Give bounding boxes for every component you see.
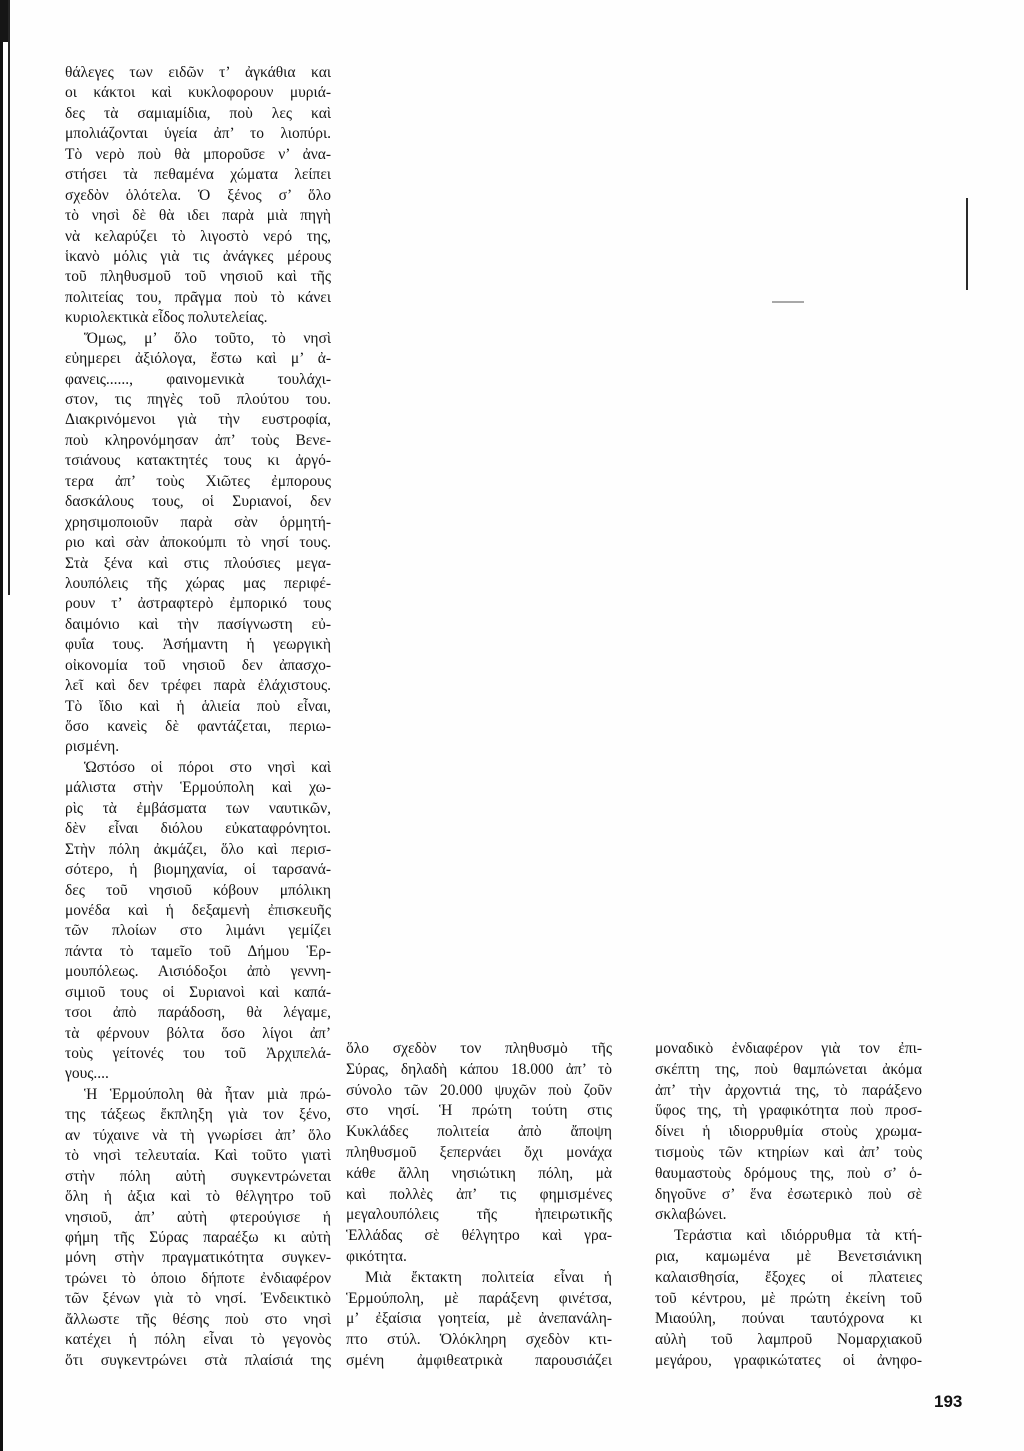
text-line: λουπόλεις τῆς χώρας μας περιφέ- (65, 574, 331, 592)
text-line: μονέδα καὶ ἡ δεξαμενὴ ἐπισκευῆς (65, 901, 331, 919)
text-line: δασκάλους τους, οἱ Συριανοί, δεν (65, 493, 331, 511)
text-line: Στὰ ξένα καὶ στις πλούσιες μεγα- (65, 554, 331, 572)
text-line: μεγαλουπόλεις τῆς ἠπειρωτικῆς (346, 1206, 612, 1224)
text-line: στον, τις πηγὲς τοῦ πλούτου του. (65, 391, 331, 408)
text-line: Ὡστόσο οἱ πόροι στο νησὶ καὶ (84, 758, 331, 776)
text-line: Μιαούλη, πούναι ταυτόχρονα κι (655, 1310, 922, 1328)
text-line: τσοι ἀπὸ παράδοση, θὰ λέγαμε, (65, 1004, 331, 1022)
text-line: λεῖ καὶ δεν τρέφει παρὰ ἐλάχιστους. (65, 677, 331, 695)
text-line: ἄλλωστε τῆς θέσης ποὺ στο νησὶ (65, 1310, 331, 1328)
text-line: φυΐα τους. Ἀσήμαντη ἡ γεωργικὴ (65, 636, 331, 654)
paragraph (65, 63, 331, 329)
text-line: ριο καὶ σὰν ἀποκούμπι τὸ νησί τους. (65, 534, 331, 552)
text-line: τερα ἀπ’ τοὺς Χιῶτες ἐμπορους (65, 472, 331, 490)
text-line: μπολιάζονται ὑγεία ἀπ’ το λιοπύρι. (65, 125, 331, 143)
paragraph (346, 1039, 612, 1268)
text-line: τὰ φέρνουν βόλτα ὅσο λίγοι ἀπ’ (65, 1024, 331, 1042)
text-line: Ἡ Ἑρμούπολη θὰ ἦταν μιὰ πρώ- (84, 1085, 331, 1103)
text-line: στὴν πόλη αὐτὴ συγκεντρώνεται (65, 1167, 331, 1185)
text-line: αν τύχαινε νὰ τὴ γνωρίσει ἀπ’ ὅλο (65, 1126, 331, 1144)
text-line: οι κάκτοι καὶ κυκλοφορουν μυριά- (65, 84, 331, 102)
text-line: ρὶς τὰ ἐμβάσματα των ναυτικῶν, (65, 799, 331, 817)
text-line: φικότητα. (346, 1247, 407, 1265)
text-line: δες τὰ σαμιαμίδια, ποὺ λες καὶ (65, 104, 331, 122)
text-line: ὅτι συγκεντρώνει στὰ πλαίσιά της (65, 1351, 331, 1369)
text-line: στο νησί. Ἡ πρώτη τούτη στις (346, 1102, 612, 1120)
text-line: σμένη ἀμφιθεατρικὰ παρουσιάζει (346, 1351, 612, 1369)
text-line: τὸ νησὶ δὲ θὰ ιδει παρὰ μιὰ πηγὴ (65, 207, 331, 225)
text-line: τοῦ πληθυσμοῦ τοῦ νησιοῦ καὶ τῆς (65, 268, 331, 286)
scan-artifact-line (966, 198, 968, 290)
page-number: 193 (934, 1392, 963, 1411)
text-line: τοὺς γείτονές του τοῦ Ἀρχιπελά- (65, 1045, 331, 1062)
text-line: σκέπτη της, ποὺ θαμπώνεται ἀκόμα (655, 1060, 922, 1078)
paragraph (655, 1039, 922, 1226)
text-line: ρια, καμωμένα μὲ Βενετσιάνικη (655, 1247, 922, 1265)
text-line: τισμοὺς τῶν κτηρίων καὶ ἀπ’ τοὺς (655, 1143, 922, 1161)
text-line: κατέχει ἡ πόλη εἶναι τὸ γεγονὸς (65, 1331, 331, 1349)
text-line: μάλιστα στὴν Ἑρμούπολη καὶ χω- (65, 779, 331, 797)
text-line: φήμη τῆς Σύρας παραέξω κι αὐτὴ (65, 1228, 331, 1246)
text-line: μόνη στὴν πραγματικότητα συγκεν- (65, 1249, 331, 1267)
text-column-1 (65, 63, 331, 1371)
text-line: μοναδικὸ ἐνδιαφέρον γιὰ τον ἐπι- (655, 1040, 922, 1057)
text-line: τσιάνους κατακτητές τους κι ἀργό- (65, 452, 331, 470)
text-line: ρισμένη. (65, 738, 120, 756)
text-line: ὅσο κανεὶς δὲ φαντάζεται, περιω- (65, 718, 331, 735)
text-line: θαυμαστοὺς δρόμους της, ποὺ σ’ ὁ- (655, 1164, 922, 1182)
text-line: σκλαβώνει. (655, 1206, 727, 1224)
text-line: θάλεγες των ειδῶν τ’ ἀγκάθια και (65, 64, 331, 81)
text-line: Ἑρμούπολη, μὲ παράξενη φινέτσα, (346, 1289, 612, 1307)
text-line: σότερο, ἡ βιομηχανία, οἱ ταρσανά- (65, 861, 331, 879)
paragraph (346, 1268, 612, 1372)
text-line: πτο στύλ. Ὁλόκληρη σχεδὸν κτι- (346, 1331, 612, 1349)
text-line: πληθυσμοῦ ξεπερνάει ὄχι μονάχα (346, 1143, 612, 1161)
text-line: ἀπ’ τὴν ἀρχοντιά της, τὸ παράξενο (655, 1081, 922, 1099)
scan-left-edge (0, 0, 3, 1451)
text-line: σιμιοῦ τους οἱ Συριανοὶ καὶ καπά- (65, 983, 331, 1001)
text-line: τὸ νησὶ τελευταία. Καὶ τοῦτο γιατὶ (65, 1147, 331, 1165)
text-line: στήσει τὰ πεθαμένα χώματα λείπει (65, 166, 331, 184)
text-line: νὰ κελαρύζει τὸ λιγοστὸ νερό της, (65, 227, 331, 245)
text-line: Κυκλάδες πολιτεία ἀπὸ ἄποψη (346, 1123, 612, 1141)
text-line: ὕφος της, τὴ γραφικότητα ποὺ προσ- (655, 1102, 922, 1120)
text-line: μ’ ἐξαίσια γοητεία, μὲ ἀνεπανάλη- (346, 1310, 612, 1328)
text-line: Σύρας, δηλαδὴ κάπου 18.000 ἀπ’ τὸ (346, 1060, 612, 1078)
scan-inner-edge-line (8, 0, 10, 595)
text-line: ρουν τ’ ἀστραφτερὸ ἐμπορικό τους (65, 595, 331, 613)
text-line: αὐλὴ τοῦ λαμπροῦ Νομαρχιακοῦ (655, 1331, 922, 1349)
text-line: καὶ πολλὲς ἀπ’ τις φημισμένες (346, 1185, 612, 1203)
text-line: καλαισθησία, ἔξοχες οἱ πλατειες (655, 1268, 922, 1286)
text-line: κάθε ἄλλη νησιώτικη πόλη, μὰ (346, 1164, 612, 1182)
text-line: τοῦ κέντρου, μὲ πρώτη ἐκείνη τοῦ (655, 1289, 922, 1307)
text-line: δηγοῦνε σ’ ἕνα ἐσωτερικὸ ποὺ σὲ (655, 1185, 922, 1203)
text-line: μεγάρου, γραφικώτατες οἱ ἀνηφο- (655, 1351, 922, 1369)
text-line: Τὸ ἴδιο καὶ ἡ ἁλιεία ποὺ εἶναι, (65, 697, 331, 715)
text-line: δὲν εἶναι διόλου εὐκαταφρόνητοι. (65, 820, 331, 838)
text-column-3 (655, 1039, 922, 1372)
text-line: Μιὰ ἔκτακτη πολιτεία εἶναι ἡ (365, 1268, 612, 1286)
text-line: πολιτείας του, πρᾶγμα ποὺ τὸ κάνει (65, 288, 331, 306)
text-line: ἱκανὸ μόλις γιὰ τις ἀνάγκες μέρους (65, 247, 331, 265)
text-line: δίνει ἡ ιδιορρυθμία στοὺς χρωμα- (655, 1123, 922, 1141)
scan-artifact-dash (772, 301, 804, 303)
text-line: φανεις......, φαινομενικὰ τουλάχι- (65, 370, 331, 388)
text-line: Τεράστια καὶ ιδιόρρυθμα τὰ κτή- (674, 1227, 922, 1245)
text-line: Ὅμως, μ’ ὅλο τοῦτο, τὸ νησὶ (84, 329, 331, 347)
text-line: Διακρινόμενοι γιὰ τὴν ευστροφία, (65, 411, 331, 429)
text-line: ὅλη ἡ ἀξια καὶ τὸ θέλγητρο τοῦ (65, 1188, 331, 1206)
text-line: μουπόλεως. Αισιόδοξοι ἀπὸ γεννη- (65, 963, 331, 981)
text-column-2 (346, 1039, 612, 1372)
text-line: σχεδὸν ὁλότελα. Ὁ ξένος σ’ ὅλο (65, 186, 331, 204)
text-line: σύνολο τῶν 20.000 ψυχῶν ποὺ ζοῦν (346, 1081, 612, 1099)
text-line: δαιμόνιο καὶ τὴν πασίγνωστη εὐ- (65, 615, 331, 633)
text-line: εὐημερει ἀξιόλογα, ἔστω καὶ μ’ ἀ- (65, 350, 331, 368)
text-line: ὅλο σχεδὸν τον πληθυσμὸ τῆς (346, 1040, 612, 1057)
text-line: Τὸ νερὸ ποὺ θὰ μποροῦσε ν’ ἀνα- (65, 145, 331, 163)
text-line: δες τοῦ νησιοῦ κόβουν μπόλικη (65, 881, 331, 899)
text-line: τῶν πλοίων στο λιμάνι γεμίζει (65, 922, 331, 940)
paragraph (65, 1085, 331, 1371)
paragraph (655, 1226, 922, 1372)
text-line: τρώνει τὸ ὁποιο δήποτε ἐνδιαφέρον (65, 1269, 331, 1287)
text-line: γους.... (65, 1065, 109, 1083)
paragraph (65, 329, 331, 758)
text-line: Στὴν πόλη ἀκμάζει, ὅλο καὶ περισ- (65, 840, 331, 858)
text-line: πάντα τὸ ταμεῖο τοῦ Δήμου Ἑρ- (65, 942, 331, 960)
text-line: κυριολεκτικὰ εἶδος πολυτελείας. (65, 309, 268, 327)
text-line: της τάξεως ἔκπληξη γιὰ τον ξένο, (65, 1106, 331, 1124)
paragraph (65, 758, 331, 1085)
text-line: χρησιμοποιοῦν παρὰ σὰν ὁρμητή- (65, 513, 331, 531)
text-line: ποὺ κληρονόμησαν ἀπ’ τοὺς Βενε- (65, 431, 331, 449)
text-line: τῶν ξένων γιὰ τὸ νησί. Ἐνδεικτικὸ (65, 1290, 331, 1308)
text-line: Ἑλλάδας σὲ θέλγητρο καὶ γρα- (346, 1227, 612, 1245)
text-line: νησιοῦ, ἀπ’ αὐτὴ φτερούγισε ἡ (65, 1208, 331, 1226)
text-line: οἰκονομία τοῦ νησιοῦ δεν ἀπασχο- (65, 656, 331, 674)
